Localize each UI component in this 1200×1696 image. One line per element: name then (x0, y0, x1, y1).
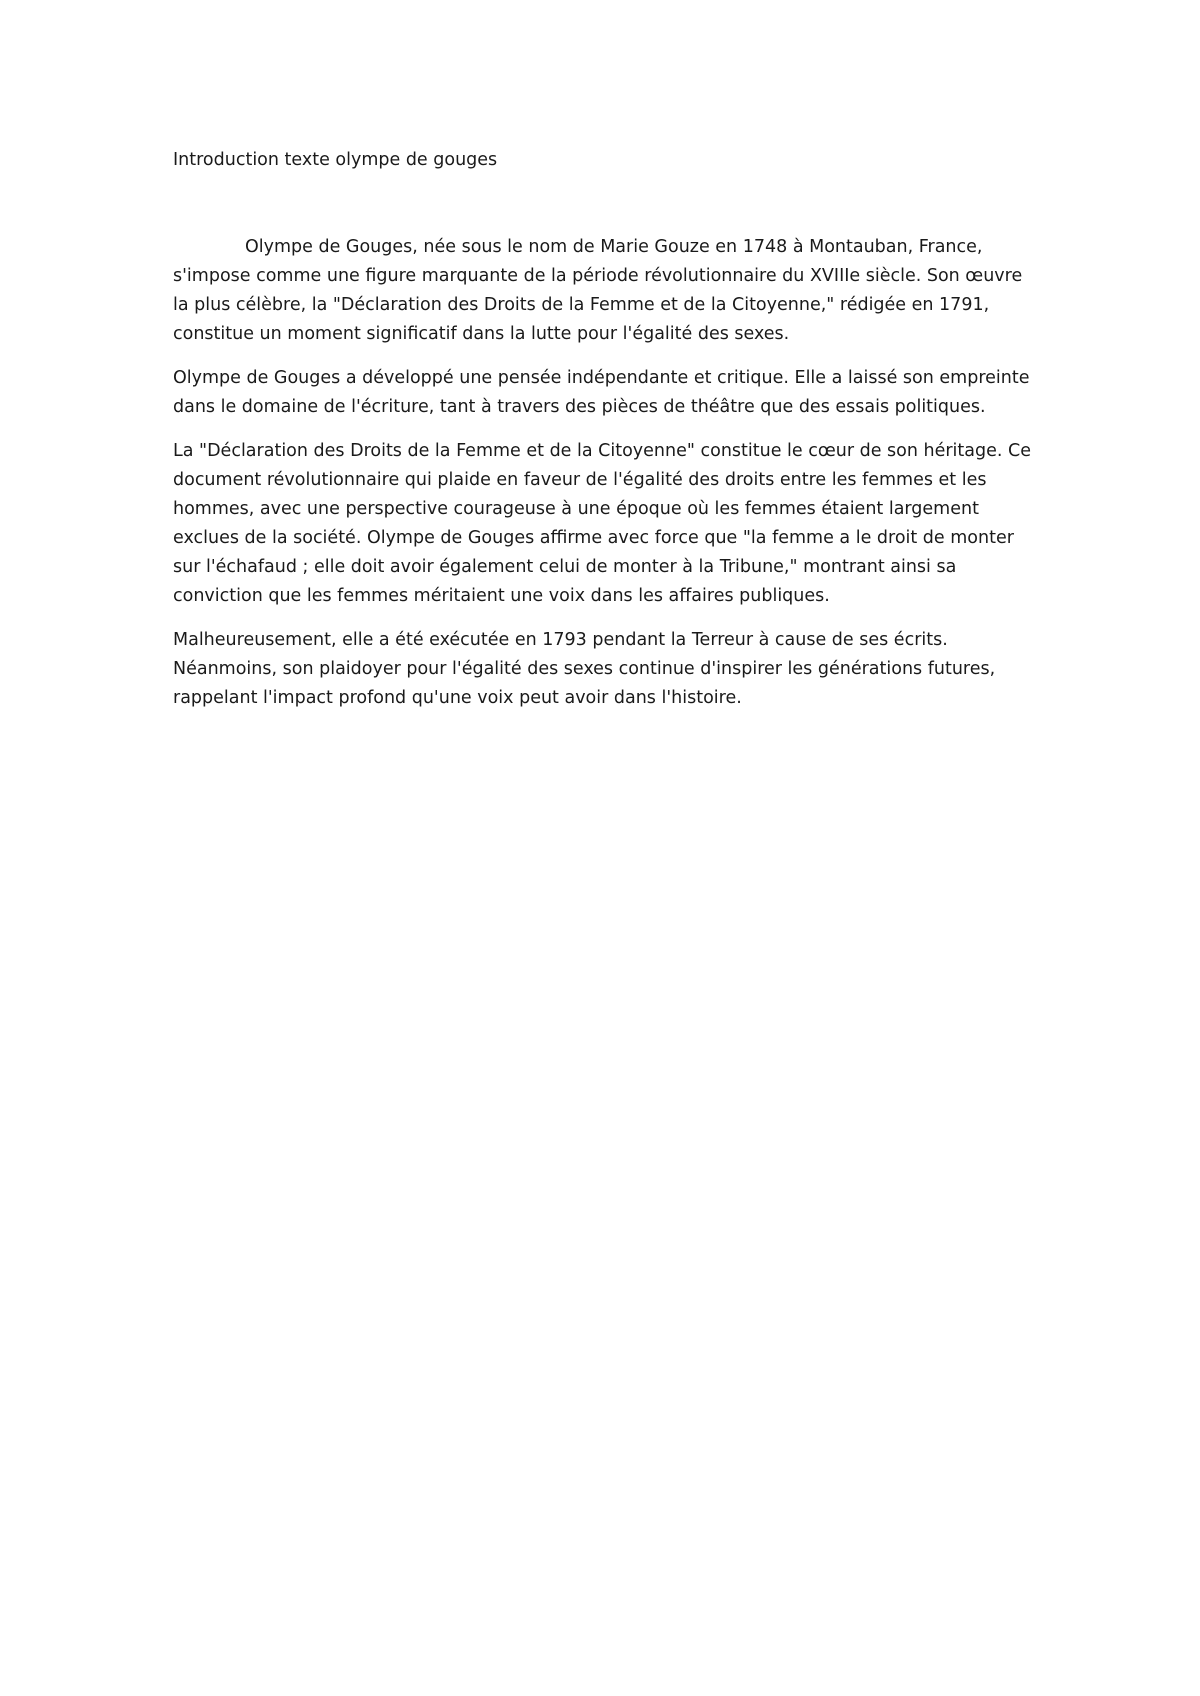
document-body (173, 146, 1035, 728)
document-title: Introduction texte olympe de gouges (173, 150, 498, 170)
paragraph-4: Malheureusement, elle a été exécutée en 1793 pendant la Terreur à cause de ses écrits. Néanmoins, son plaidoyer pour l'égalité des sexes continue d'inspirer les générations futures, rappelant l'impact profond qu'une voix peut avoir dans l'histoire. (173, 630, 996, 708)
paragraph-2: Olympe de Gouges a développé une pensée indépendante et critique. Elle a laissé son empreinte dans le domaine de l'écriture, tant à travers des pièces de théâtre que des essais politiques. (173, 368, 1030, 417)
paragraph-1: Olympe de Gouges, née sous le nom de Marie Gouze en 1748 à Montauban, France, s'impose comme une figure marquante de la période révolutionnaire du XVIIIe siècle. Son œuvre la plus célèbre, la "Déclaration des Droits de la Femme et de la Citoyenne," rédigée en 1791, constitue un moment significatif dans la lutte pour l'égalité des sexes. (173, 237, 1023, 344)
paragraph-3: La "Déclaration des Droits de la Femme et de la Citoyenne" constitue le cœur de son héritage. Ce document révolutionnaire qui plaide en faveur de l'égalité des droits entre les femmes et les hommes, avec une perspective courageuse à une époque où les femmes étaient largement exclues de la société. Olympe de Gouges affirme avec force que "la femme a le droit de monter sur l'échafaud ; elle doit avoir également celui de monter à la Tribune," montrant ainsi sa conviction que les femmes méritaient une voix dans les affaires publiques. (173, 441, 1031, 606)
